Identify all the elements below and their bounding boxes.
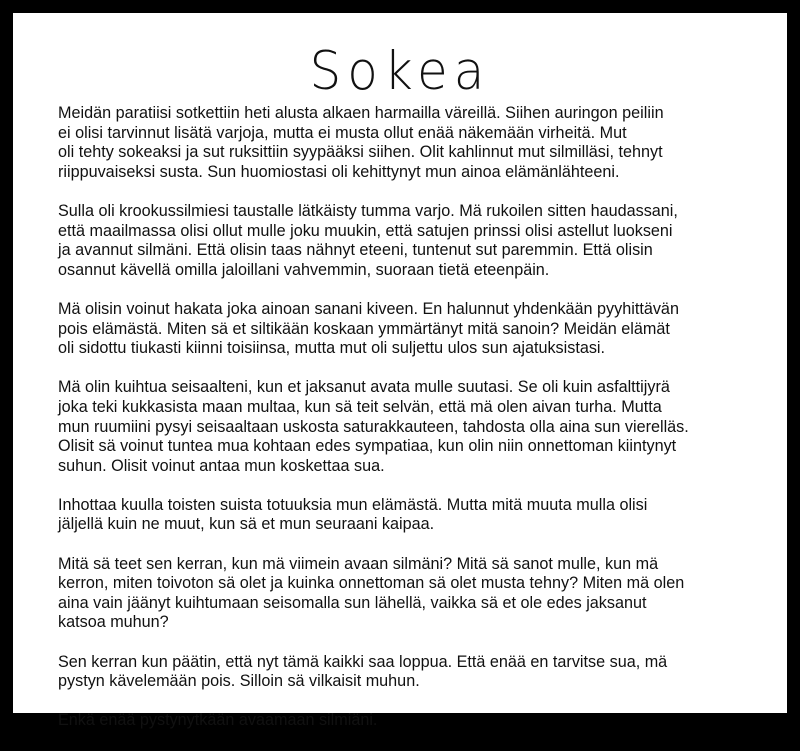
document-page [13, 13, 787, 730]
text-line: oli tehty sokeaksi ja sut ruksittiin syypääksi siihen. Olit kahlinnut mut silmilläsi, tehnyt [58, 143, 663, 162]
paragraph-8 [58, 711, 758, 731]
page-title: Sokea [309, 40, 491, 102]
text-line: Mä olin kuihtua seisaalteni, kun et jaksanut avata mulle suutasi. Se oli kuin asfalttijyrä [58, 378, 670, 397]
text-line: oli sidottu tiukasti kiinni toisiinsa, mutta mut oli suljettu ulos sun ajatuksistasi. [58, 339, 606, 358]
text-line: Inhottaa kuulla toisten suista totuuksia mun elämästä. Mutta mitä muuta mulla olisi [58, 495, 648, 514]
text-line: Olisit sä voinut tuntea mua kohtaan edes sympatiaa, kun olin niin onnettoman kiintynyt [58, 437, 677, 456]
paragraph-2 [58, 202, 758, 280]
text-line: riippuvaiseksi susta. Sun huomiostasi oli kehittynyt mun ainoa elämänlähteeni. [58, 162, 620, 181]
text-line: Mä olisin voinut hakata joka ainoan sanani kiveen. En halunnut yhdenkään pyyhittävän [58, 299, 679, 318]
paragraph-5 [58, 496, 758, 535]
poem-body [58, 104, 758, 751]
text-line: Meidän paratiisi sotkettiin heti alusta alkaen harmailla väreillä. Siihen auringon peiliin [58, 104, 664, 122]
paragraph-1 [58, 104, 758, 182]
text-line: kerron, miten toivoton sä olet ja kuinka onnettoman sä olet musta tehny? Miten mä olen [58, 574, 685, 593]
text-line: osannut kävellä omilla jaloillani vahvemmin, suoraan tietä eteenpäin. [58, 260, 550, 279]
text-line: suhun. Olisit voinut antaa mun koskettaa sua. [58, 456, 385, 475]
text-line: Sulla oli krookussilmiesi taustalle lätkäisty tumma varjo. Mä rukoilen sitten haudassani, [58, 201, 678, 220]
text-line: että maailmassa olisi ollut mulle joku muukin, että satujen prinssi olisi astellut luokseni [58, 221, 673, 240]
text-line: Mitä sä teet sen kerran, kun mä viimein avaan silmäni? Mitä sä sanot mulle, kun mä [58, 554, 659, 573]
text-line: Enkä enää pystynytkään avaamaan silmiäni. [58, 711, 378, 730]
paragraph-3 [58, 300, 758, 359]
paragraph-6 [58, 555, 758, 633]
text-line: jäljellä kuin ne muut, kun sä et mun seuraani kaipaa. [58, 515, 435, 534]
text-line: pystyn kävelemään pois. Silloin sä vilkaisit muhun. [58, 672, 420, 691]
paragraph-4 [58, 378, 758, 476]
text-line: ei olisi tarvinnut lisätä varjoja, mutta ei musta ollut enää näkemään virheitä. Mut [58, 123, 627, 142]
text-line: Sen kerran kun päätin, että nyt tämä kaikki saa loppua. Että enää en tarvitse sua, mä [58, 652, 668, 671]
text-line: mun ruumiini pysyi seisaaltaan uskosta saturakkauteen, tahdosta olla aina sun vierelläs. [58, 417, 689, 436]
text-line: katsoa muhun? [58, 613, 169, 632]
text-line: pois elämästä. Miten sä et siltikään koskaan ymmärtänyt mitä sanoin? Meidän elämät [58, 319, 670, 338]
text-line: aina vain jäänyt kuihtumaan seisomalla sun lähellä, vaikka sä et ole edes jaksanut [58, 593, 647, 612]
text-line: joka teki kukkasista maan multaa, kun sä teit selvän, että mä olen aivan turha. Mutta [58, 397, 662, 416]
text-line: ja avannut silmäni. Että olisin taas nähnyt eteeni, tuntenut sut paremmin. Että olisin [58, 241, 653, 260]
paragraph-7 [58, 653, 758, 692]
